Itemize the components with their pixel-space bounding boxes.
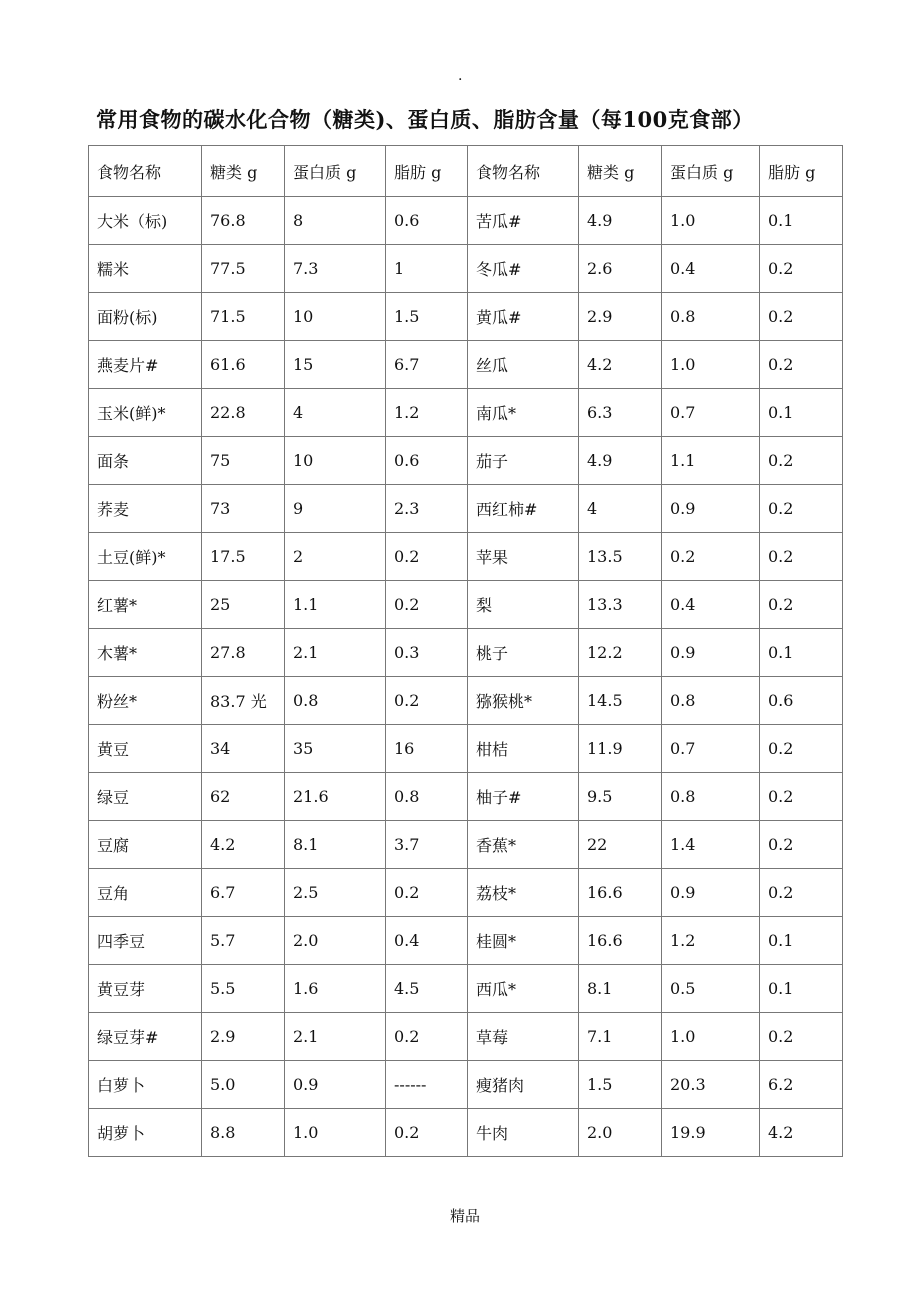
table-cell: 白萝卜 [89,1061,202,1109]
table-cell: 黄瓜# [468,293,579,341]
table-cell: 绿豆 [89,773,202,821]
table-row [89,389,843,437]
table-cell: 0.2 [386,677,468,725]
table-cell: 0.2 [760,245,843,293]
table-cell: 绿豆芽# [89,1013,202,1061]
table-cell: 粉丝* [89,677,202,725]
table-cell: 0.2 [386,581,468,629]
table-cell: 73 [202,485,285,533]
table-cell: 0.8 [662,293,760,341]
table-cell: 大米（标) [89,197,202,245]
table-cell: 苹果 [468,533,579,581]
column-header: 脂肪 g [386,146,468,197]
table-cell: 0.2 [760,869,843,917]
table-cell: 黄豆 [89,725,202,773]
table-cell: 0.4 [662,581,760,629]
nutrition-table [88,145,843,1157]
table-cell: 0.6 [760,677,843,725]
table-row [89,341,843,389]
table-cell: 面条 [89,437,202,485]
column-header: 食物名称 [468,146,579,197]
table-cell: 2.9 [579,293,662,341]
table-cell: 34 [202,725,285,773]
column-header: 糖类 g [579,146,662,197]
table-cell: 4 [285,389,386,437]
table-cell: 22.8 [202,389,285,437]
table-cell: 12.2 [579,629,662,677]
table-cell: 7.1 [579,1013,662,1061]
column-header: 糖类 g [202,146,285,197]
table-cell: 苦瓜# [468,197,579,245]
table-cell: 0.2 [760,533,843,581]
table-cell: 0.2 [386,869,468,917]
table-cell: 8.8 [202,1109,285,1157]
table-cell: 1.6 [285,965,386,1013]
table-cell: 梨 [468,581,579,629]
table-row [89,965,843,1013]
table-cell: 9 [285,485,386,533]
table-cell: 0.2 [760,437,843,485]
table-cell: 红薯* [89,581,202,629]
table-cell: 0.2 [662,533,760,581]
table-cell: 8.1 [579,965,662,1013]
table-cell: 2.0 [285,917,386,965]
table-cell: 14.5 [579,677,662,725]
table-cell: 0.7 [662,725,760,773]
table-row [89,773,843,821]
table-row [89,437,843,485]
table-row [89,533,843,581]
table-cell: 0.2 [386,1109,468,1157]
table-cell: 0.2 [760,485,843,533]
table-cell: 0.2 [386,1013,468,1061]
table-cell: 9.5 [579,773,662,821]
table-cell: 丝瓜 [468,341,579,389]
table-cell: 0.8 [662,773,760,821]
table-cell: 5.5 [202,965,285,1013]
table-cell: 0.2 [760,1013,843,1061]
table-cell: 0.9 [662,629,760,677]
table-cell: 17.5 [202,533,285,581]
table-cell: 0.1 [760,965,843,1013]
table-cell: 1.1 [662,437,760,485]
table-cell: 19.9 [662,1109,760,1157]
table-cell: 桃子 [468,629,579,677]
table-cell: 0.9 [662,869,760,917]
table-cell: 1.4 [662,821,760,869]
table-cell: 1.0 [662,1013,760,1061]
table-cell: 荞麦 [89,485,202,533]
table-cell: 0.9 [662,485,760,533]
table-cell: 0.4 [662,245,760,293]
table-cell: 2 [285,533,386,581]
table-cell: 13.5 [579,533,662,581]
table-cell: 35 [285,725,386,773]
table-cell: 7.3 [285,245,386,293]
table-row [89,485,843,533]
table-cell: 15 [285,341,386,389]
table-cell: 8.1 [285,821,386,869]
table-cell: 75 [202,437,285,485]
table-row [89,869,843,917]
table-cell: 2.1 [285,1013,386,1061]
table-cell: 糯米 [89,245,202,293]
table-cell: 5.0 [202,1061,285,1109]
table-row [89,1061,843,1109]
table-cell: 13.3 [579,581,662,629]
table-cell: 玉米(鲜)* [89,389,202,437]
table-cell: 牛肉 [468,1109,579,1157]
table-cell: 25 [202,581,285,629]
table-cell: 豆角 [89,869,202,917]
table-cell: 8 [285,197,386,245]
table-cell: 16.6 [579,869,662,917]
table-cell: 香蕉* [468,821,579,869]
table-cell: 0.2 [760,293,843,341]
table-cell: 茄子 [468,437,579,485]
page-title: 常用食物的碳水化合物（糖类)、蛋白质、脂肪含量（每100克食部） [96,107,754,132]
table-cell: 61.6 [202,341,285,389]
table-cell: 0.2 [760,725,843,773]
table-cell: 南瓜* [468,389,579,437]
table-cell: 83.7 光 [202,677,285,725]
table-cell: 猕猴桃* [468,677,579,725]
table-cell: 瘦猪肉 [468,1061,579,1109]
table-cell: 面粉(标) [89,293,202,341]
table-cell: 0.2 [760,341,843,389]
table-cell: 21.6 [285,773,386,821]
table-row [89,629,843,677]
table-cell: 16.6 [579,917,662,965]
table-cell: 1.5 [386,293,468,341]
column-header: 蛋白质 g [662,146,760,197]
table-cell: 冬瓜# [468,245,579,293]
table-cell: 四季豆 [89,917,202,965]
table-row [89,581,843,629]
table-cell: 柚子# [468,773,579,821]
table-cell: 0.1 [760,629,843,677]
table-cell: 4 [579,485,662,533]
table-cell: 0.6 [386,437,468,485]
table-cell: 27.8 [202,629,285,677]
table-cell: 2.6 [579,245,662,293]
table-cell: 荔枝* [468,869,579,917]
table-cell: 62 [202,773,285,821]
table-cell: 柑桔 [468,725,579,773]
table-row [89,245,843,293]
table-cell: 燕麦片# [89,341,202,389]
table-row [89,197,843,245]
table-cell: 1.5 [579,1061,662,1109]
table-cell: 0.1 [760,389,843,437]
table-cell: 0.4 [386,917,468,965]
table-cell: 4.5 [386,965,468,1013]
table-cell: 0.3 [386,629,468,677]
table-cell: 71.5 [202,293,285,341]
table-cell: 0.9 [285,1061,386,1109]
table-cell: 1.0 [662,197,760,245]
table-row [89,821,843,869]
table-header-row [89,146,843,197]
table-row [89,725,843,773]
table-cell: 4.2 [579,341,662,389]
table-cell: 2.0 [579,1109,662,1157]
table-cell: ------ [386,1061,468,1109]
table-cell: 6.3 [579,389,662,437]
table-cell: 2.9 [202,1013,285,1061]
table-cell: 木薯* [89,629,202,677]
table-cell: 4.2 [202,821,285,869]
table-cell: 1.2 [662,917,760,965]
table-cell: 10 [285,293,386,341]
table-cell: 2.1 [285,629,386,677]
table-cell: 0.8 [386,773,468,821]
table-cell: 3.7 [386,821,468,869]
table-cell: 胡萝卜 [89,1109,202,1157]
table-cell: 0.2 [760,773,843,821]
table-cell: 1.0 [662,341,760,389]
top-mark: . [458,68,463,84]
table-row [89,917,843,965]
table-cell: 2.3 [386,485,468,533]
table-cell: 1.2 [386,389,468,437]
table-cell: 西红柿# [468,485,579,533]
table-cell: 22 [579,821,662,869]
table-cell: 6.7 [386,341,468,389]
table-cell: 土豆(鲜)* [89,533,202,581]
table-cell: 黄豆芽 [89,965,202,1013]
table-cell: 0.8 [285,677,386,725]
column-header: 蛋白质 g [285,146,386,197]
table-cell: 0.8 [662,677,760,725]
table-row [89,677,843,725]
table-cell: 20.3 [662,1061,760,1109]
table-cell: 11.9 [579,725,662,773]
table-cell: 1.1 [285,581,386,629]
table-cell: 0.6 [386,197,468,245]
table-cell: 0.5 [662,965,760,1013]
table-cell: 2.5 [285,869,386,917]
table-cell: 6.2 [760,1061,843,1109]
table-cell: 0.2 [760,581,843,629]
column-header: 食物名称 [89,146,202,197]
table-row [89,1109,843,1157]
table-cell: 10 [285,437,386,485]
table-cell: 1 [386,245,468,293]
table-cell: 桂圆* [468,917,579,965]
table-cell: 5.7 [202,917,285,965]
table-cell: 4.9 [579,437,662,485]
table-cell: 西瓜* [468,965,579,1013]
table-cell: 1.0 [285,1109,386,1157]
table-cell: 豆腐 [89,821,202,869]
table-cell: 草莓 [468,1013,579,1061]
table-cell: 16 [386,725,468,773]
table-cell: 0.1 [760,197,843,245]
table-cell: 0.1 [760,917,843,965]
table-cell: 76.8 [202,197,285,245]
table-cell: 6.7 [202,869,285,917]
table-cell: 77.5 [202,245,285,293]
column-header: 脂肪 g [760,146,843,197]
table-cell: 4.9 [579,197,662,245]
table-cell: 0.7 [662,389,760,437]
table-cell: 0.2 [386,533,468,581]
table-row [89,293,843,341]
table-row [89,1013,843,1061]
table-cell: 0.2 [760,821,843,869]
table-cell: 4.2 [760,1109,843,1157]
footer-text: 精品 [450,1207,481,1225]
